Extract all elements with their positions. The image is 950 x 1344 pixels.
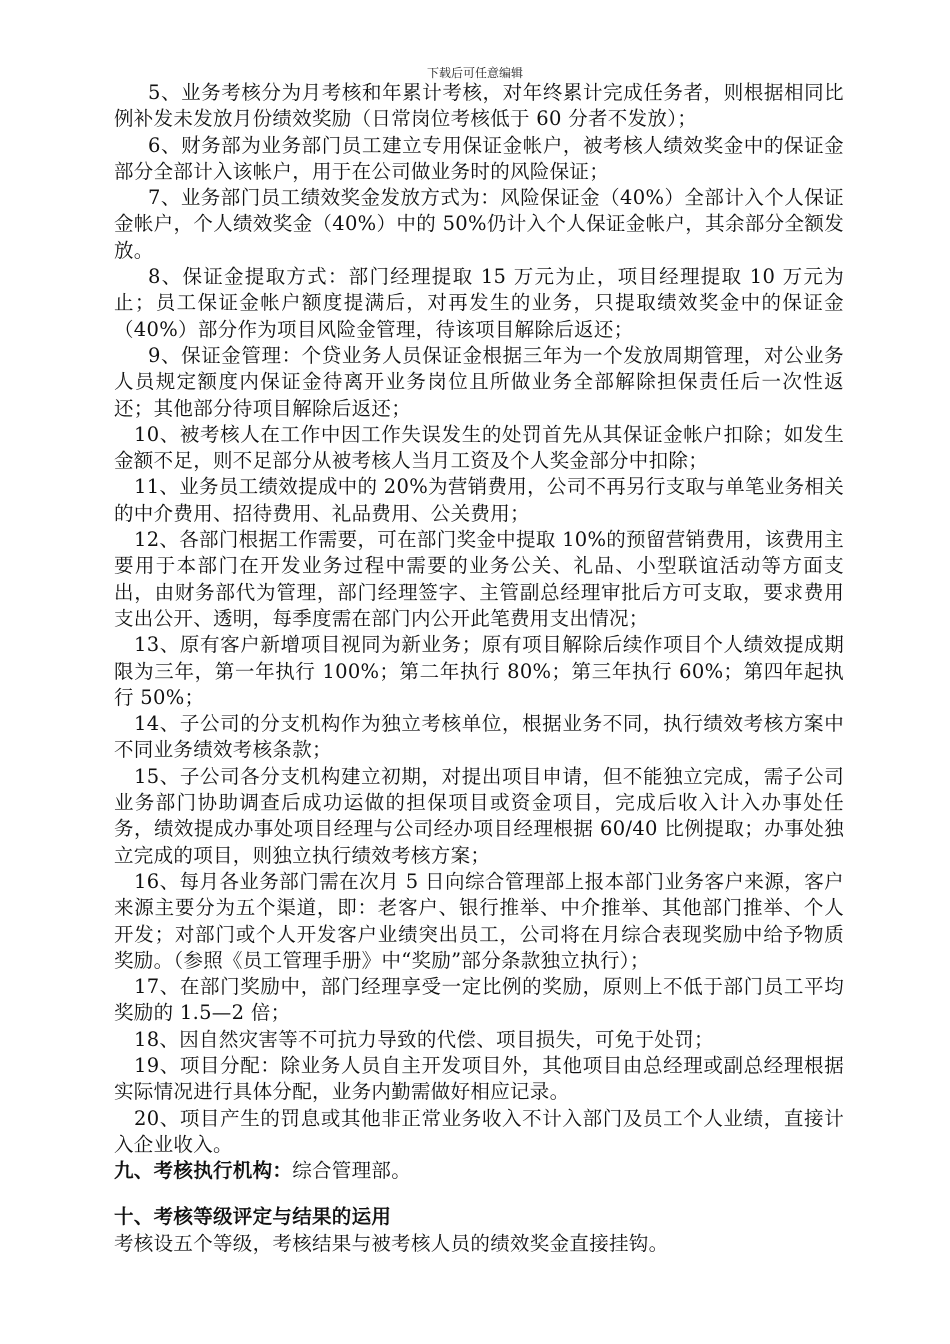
header-note: 下载后可任意编辑 — [426, 66, 523, 80]
section-ten-heading: 十、考核等级评定与结果的运用 — [114, 1205, 392, 1229]
paragraph-20: 20、项目产生的罚息或其他非正常业务收入不计入部门及员工个人业绩，直接计入企业收入。 — [114, 1106, 844, 1156]
paragraph-15: 15、子公司各分支机构建立初期，对提出项目申请，但不能独立完成，需子公司业务部门协助调查后成功运做的担保项目或资金项目，完成后收入计入办事处任务，绩效提成办事处项目经理与公司经办项目经理根据 60/40 比例提取；办事处独立完成的项目，则独立执行绩效考核方案； — [114, 764, 844, 867]
paragraph-16: 16、每月各业务部门需在次月 5 日向综合管理部上报本部门业务客户来源，客户来源主要分为五个渠道，即：老客户、银行推举、中介推举、其他部门推举、个人开发；对部门或个人开发客户业绩突出员工，公司将在月综合表现奖励中给予物质奖励。（参照《员工管理手册》中“奖励”部分条款独立执行）； — [114, 869, 844, 972]
document-body — [114, 80, 844, 1257]
paragraph-14: 14、子公司的分支机构作为独立考核单位，根据业务不同，执行绩效考核方案中不同业务绩效考核条款； — [114, 712, 844, 762]
paragraph-12: 12、各部门根据工作需要，可在部门奖金中提取 10%的预留营销费用，该费用主要用于本部门在开发业务过程中需要的业务公关、礼品、小型联谊活动等方面支出，由财务部代为管理，部门经理签字、主管副总经理审批后方可支取，要求费用支出公开、透明，每季度需在部门内公开此笔费用支出情况； — [114, 528, 844, 630]
paragraph-13: 13、原有客户新增项目视同为新业务；原有项目解除后续作项目个人绩效提成期限为三年，第一年执行 100%；第二年执行 80%；第三年执行 60%；第四年起执行 50%； — [114, 633, 844, 709]
section-nine-text: 综合管理部。 — [292, 1159, 412, 1183]
paragraph-17: 17、在部门奖励中，部门经理享受一定比例的奖励，原则上不低于部门员工平均奖励的 1.5—2 倍； — [114, 975, 844, 1025]
paragraph-18: 18、因自然灾害等不可抗力导致的代偿、项目损失，可免于处罚； — [134, 1027, 714, 1051]
section-gap — [114, 1184, 844, 1204]
paragraph-8: 8、保证金提取方式：部门经理提取 15 万元为止，项目经理提取 10 万元为止；员工保证金帐户额度提满后，对再发生的业务，只提取绩效奖金中的保证金（40%）部分作为项目风险金管理，待该项目解除后返还； — [114, 265, 844, 341]
section-ten-text: 考核设五个等级，考核结果与被考核人员的绩效奖金直接挂钩。 — [114, 1231, 669, 1255]
paragraph-5: 5、业务考核分为月考核和年累计考核，对年终累计完成任务者，则根据相同比例补发未发放月份绩效奖励（日常岗位考核低于 60 分者不发放）； — [114, 81, 844, 131]
paragraph-11: 11、业务员工绩效提成中的 20%为营销费用，公司不再另行支取与单笔业务相关的中介费用、招待费用、礼品费用、公关费用； — [114, 475, 844, 525]
paragraph-9: 9、保证金管理：个贷业务人员保证金根据三年为一个发放周期管理，对公业务人员规定额度内保证金待离开业务岗位且所做业务全部解除担保责任后一次性返还；其他部分待项目解除后返还； — [114, 343, 844, 420]
paragraph-7: 7、业务部门员工绩效奖金发放方式为：风险保证金（40%）全部计入个人保证金帐户，个人绩效奖金（40%）中的 50%仍计入个人保证金帐户，其余部分全额发放。 — [114, 186, 844, 262]
section-nine-heading: 九、考核执行机构： — [114, 1159, 293, 1183]
paragraph-10: 10、被考核人在工作中因工作失误发生的处罚首先从其保证金帐户扣除；如发生金额不足，则不足部分从被考核人当月工资及个人奖金部分中扣除； — [114, 422, 844, 473]
section-nine — [114, 1158, 844, 1184]
paragraph-6: 6、财务部为业务部门员工建立专用保证金帐户，被考核人绩效奖金中的保证金部分全部计入该帐户，用于在公司做业务时的风险保证； — [114, 133, 844, 183]
paragraph-19: 19、项目分配：除业务人员自主开发项目外，其他项目由总经理或副总经理根据实际情况进行具体分配，业务内勤需做好相应记录。 — [114, 1053, 844, 1104]
